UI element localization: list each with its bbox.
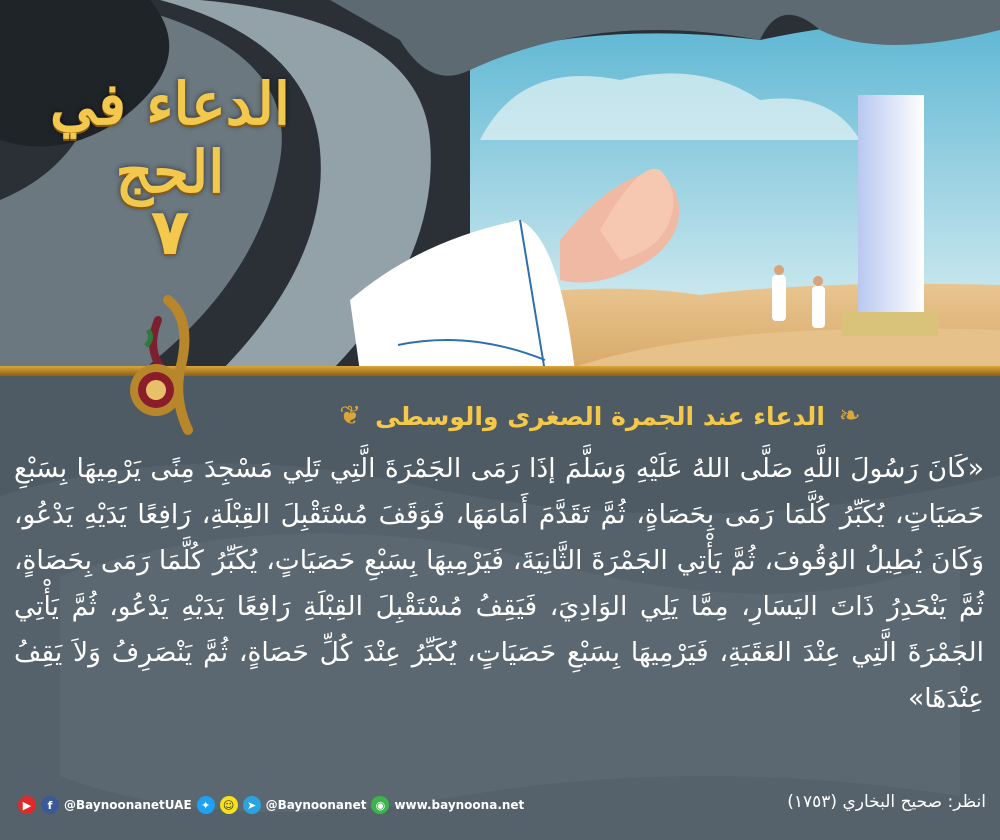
ornament-right-icon: ❧ <box>838 401 861 431</box>
part-number: ٧ <box>150 196 190 270</box>
telegram-icon[interactable]: ➤ <box>243 796 261 814</box>
baynoona-logo <box>118 290 208 450</box>
handle-uae[interactable]: @BaynoonanetUAE <box>64 798 192 812</box>
website-link[interactable]: www.baynoona.net <box>394 798 525 812</box>
hadith-text: «كَانَ رَسُولَ اللَّهِ صَلَّى اللهُ عَلَيْهِ وَسَلَّمَ إذَا رَمَى الجَمْرَةَ الَّتِي تَلِي مَسْجِدَ مِنًى يَرْمِيهَا بِسَبْعِ حَصَيَاتٍ، يُكَبِّرُ كُلَّمَا رَمَى بِحَصَاةٍ، ثُمَّ تَقَدَّمَ أَمَامَهَا، فَوَقَفَ مُسْتَقْبِلَ القِبْلَةِ، رَافِعًا يَدَيْهِ يَدْعُو، وَكَانَ يُطِيلُ الوُقُوفَ، ثُمَّ يَأْتِي الجَمْرَةَ الثَّانِيَةَ، فَيَرْمِيهَا بِسَبْعِ حَصَيَاتٍ، يُكَبِّرُ كُلَّمَا رَمَى بِحَصَاةٍ، ثُمَّ يَنْحَدِرُ ذَاتَ اليَسَارِ، مِمَّا يَلِي الوَادِيَ، فَيَقِفُ مُسْتَقْبِلَ القِبْلَةِ رَافِعًا يَدَيْهِ يَدْعُو، ثُمَّ يَأْتِي الجَمْرَةَ الَّتِي عِنْدَ العَقَبَةِ، فَيَرْمِيهَا بِسَبْعِ حَصَيَاتٍ، يُكَبِّرُ عِنْدَ كُلِّ حَصَاةٍ، ثُمَّ يَنْصَرِفُ وَلاَ يَقِفُ عِنْدَهَا» <box>14 453 984 714</box>
youtube-icon[interactable]: ▶ <box>18 796 36 814</box>
snapchat-icon[interactable]: ☺ <box>220 796 238 814</box>
source-reference: انظر: صحيح البخاري (١٧٥٣) <box>787 792 986 812</box>
heading-text: الدعاء عند الجمرة الصغرى والوسطى <box>375 401 825 431</box>
section-heading <box>300 398 900 434</box>
page-title: الدعاء في الحج <box>49 70 291 206</box>
facebook-icon[interactable]: f <box>41 796 59 814</box>
social-footer <box>18 795 524 815</box>
twitter-icon[interactable]: ✦ <box>197 796 215 814</box>
ornament-left-icon: ❦ <box>339 401 362 431</box>
handle-main[interactable]: @Baynoonanet <box>265 798 367 812</box>
web-icon[interactable]: ◉ <box>371 796 389 814</box>
